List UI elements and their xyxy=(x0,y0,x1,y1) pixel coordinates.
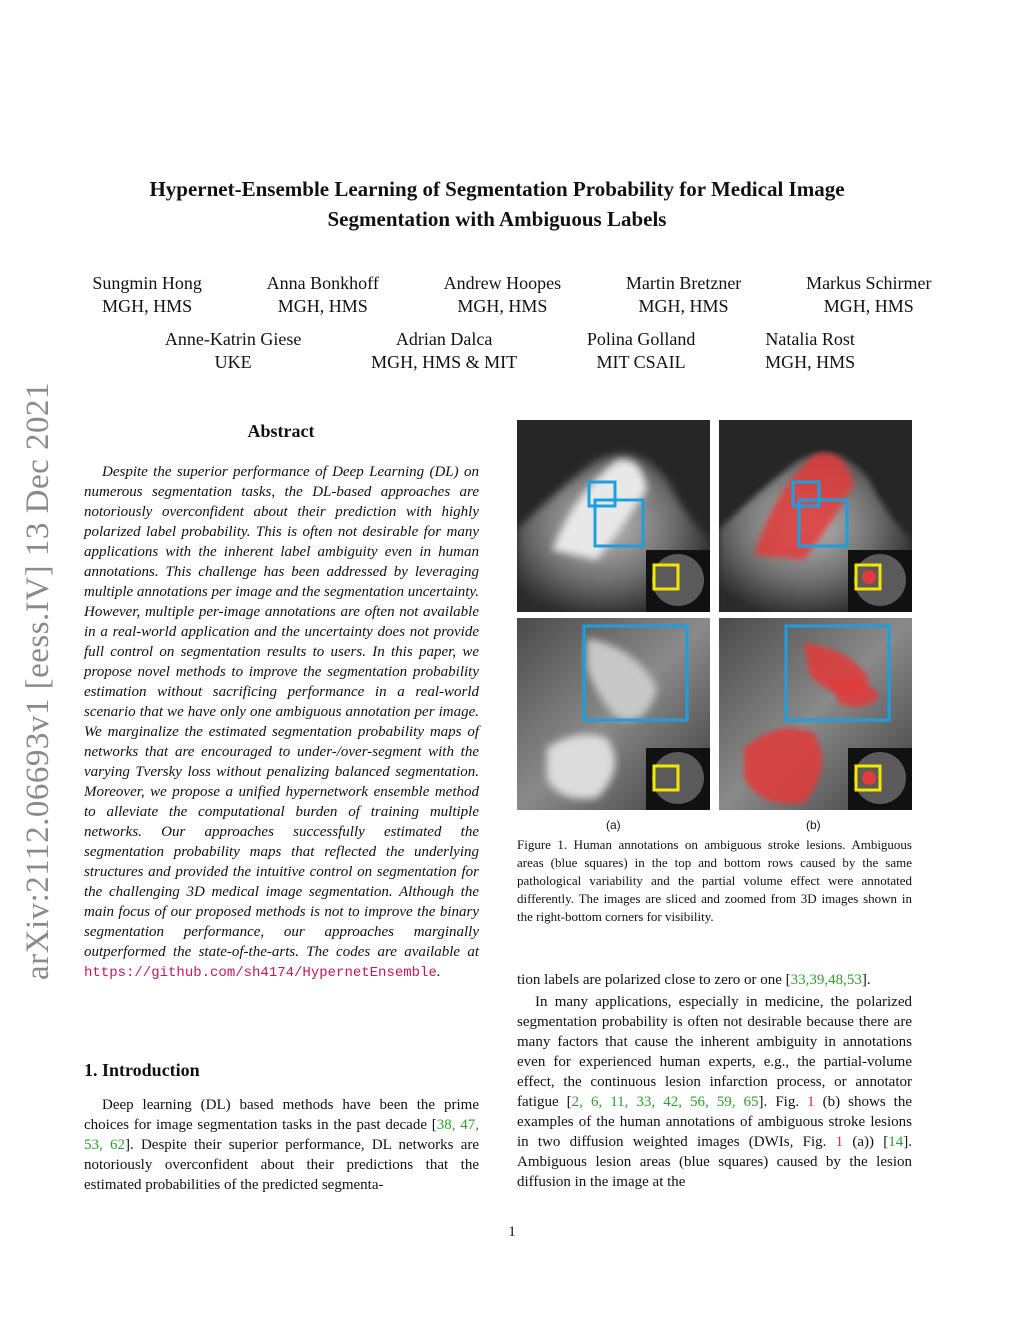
figure-label-a: (a) xyxy=(606,818,621,832)
annotation-image-bottom xyxy=(719,618,912,810)
authors-row-1 xyxy=(60,272,964,318)
annotation-image-top xyxy=(719,420,912,612)
author: Sungmin Hong MGH, HMS xyxy=(92,273,202,316)
figure-caption: Figure 1. Human annotations on ambiguous stroke lesions. Ambiguous areas (blue squares) in the top and bottom rows caused by the same pathological variability and the partial volume effect were annotated differently. The images are sliced and zoomed from 3D images shown in the right-bottom corners for visibility. xyxy=(517,837,912,924)
figure-reference-link[interactable]: 1 xyxy=(807,1094,815,1110)
abstract-text: Despite the superior performance of Deep Learning (DL) on numerous segmentation tasks, the DL-based approaches are notoriously overconfident about their prediction with highly polarized label probability. This is often not desirable for many applications with the inherent label ambiguity even in human annotations. This challenge has been addressed by leveraging multiple annotations per image and the segmentation uncertainty. However, multiple per-image annotations are often not available in a real-world application and the uncertainty does not provide full control on segmentation results to users. In this paper, we propose novel methods to improve the segmentation probability estimation without sacrificing performance in a real-world scenario that we have only one ambiguous annotation per image. We marginalize the estimated segmentation probability maps of networks that are encouraged to under-/over-segment with the varying Tversky loss without penalizing balanced segmentation. Moreover, we propose a unified hypernetwork ensemble method to alleviate the computational burden of training multiple networks. Our approaches successfully estimated the segmentation probability maps that reflected the underlying structures and provided the intuitive control on segmentation for the challenging 3D medical image segmentation. Although the main focus of our proposed methods is not to improve the binary segmentation performance, our approaches marginally outperformed the state-of-the-arts. The codes are available at xyxy=(84,464,479,960)
page-number: 1 xyxy=(508,1224,516,1240)
figure-1 xyxy=(517,420,912,810)
author: Martin Bretzner MGH, HMS xyxy=(625,273,742,316)
figure-reference-link[interactable]: 1 xyxy=(835,1134,844,1150)
title-line-1: Hypernet-Ensemble Learning of Segmentation Probability for Medical Image xyxy=(149,177,845,201)
citation-link[interactable]: 2, 6, 11, 33, 42, 56, 59, 65 xyxy=(571,1094,759,1110)
intro-heading: 1. Introduction xyxy=(84,1060,200,1080)
abstract-heading: Abstract xyxy=(247,421,315,441)
author: Markus Schirmer MGH, HMS xyxy=(806,273,932,316)
author: Polina Golland MIT CSAIL xyxy=(586,329,696,372)
intro-body: Deep learning (DL) based methods have been the prime choices for image segmentation tasks in the past decade [38, 47, 53, 62]. Despite their superior performance, DL networks are notoriously overconfident about their predictions that the estimated probabilities of the predicted segmenta- xyxy=(84,1097,480,1193)
dwi-image-top xyxy=(517,420,710,612)
citation-link[interactable]: 14 xyxy=(888,1134,904,1150)
author: Anne-Katrin Giese UKE xyxy=(164,329,302,372)
citation-link[interactable]: 33,39,48,53 xyxy=(790,972,862,988)
citation-link[interactable]: 38, 47, 53, 62 xyxy=(84,1117,479,1153)
title-line-2: Segmentation with Ambiguous Labels xyxy=(327,207,667,231)
dwi-image-bottom xyxy=(517,618,710,810)
authors-row-2 xyxy=(130,328,890,374)
right-column-body: tion labels are polarized close to zero or one [33,39,48,53]. In many applications, especially in medicine, the polarized segmentation probability is often not desirable because there are many factors that cause the inherent ambiguity in annotations even for experienced human experts, e.g., the partial-volume effect, the continuous lesion infarction process, or annotator fatigue [2, 6, 11, 33, 42, 56, 59, 65]. Fig. 1 (b) shows the examples of the human annotations of ambiguous stroke lesions in two diffusion weighted images (DWIs, Fig. 1 (a)) [14]. Ambiguous lesion areas (blue squares) caused by the lesion diffusion in the image at the xyxy=(517,972,913,1190)
paper-title xyxy=(80,174,914,234)
author: Anna Bonkhoff MGH, HMS xyxy=(266,273,379,316)
code-link[interactable]: https://github.com/sh4174/HypernetEnsemble xyxy=(84,965,437,981)
figure-label-b: (b) xyxy=(806,818,821,832)
arxiv-stamp: arXiv:2112.06693v1 [eess.IV] 13 Dec 2021 xyxy=(20,382,56,980)
abstract-body: Despite the superior performance of Deep Learning (DL) on numerous segmentation tasks, the DL-based approaches are notoriously overconfident about their prediction with highly polarized label probability. This is often not desirable for many applications with the inherent label ambiguity even in human annotations. This challenge has been addressed by leveraging multiple annotations per image and the segmentation uncertainty. However, multiple per-image annotations are often not available in a real-world application and the uncertainty does not provide full control on segmentation results to users. In this paper, we propose novel methods to improve the segmentation probability estimation without sacrificing performance in a real-world scenario that we have only one ambiguous annotation per image. We marginalize the estimated segmentation probability maps of networks that are encouraged to under-/over-segment with the varying Tversky loss without penalizing balanced segmentation. Moreover, we propose a unified hypernetwork ensemble method to alleviate the computational burden of training multiple networks. Our approaches successfully estimated the segmentation probability maps that reflected the underlying structures and provided the intuitive control on segmentation for the challenging 3D medical image segmentation. Although the main focus of our proposed methods is not to improve the binary segmentation performance, our approaches marginally outperformed the state-of-the-arts. The codes are available at https://github.com/sh4174/HypernetEnsemble. xyxy=(84,464,479,981)
author: Adrian Dalca MGH, HMS & MIT xyxy=(371,329,518,372)
author: Andrew Hoopes MGH, HMS xyxy=(443,273,562,316)
author: Natalia Rost MGH, HMS xyxy=(765,329,856,372)
